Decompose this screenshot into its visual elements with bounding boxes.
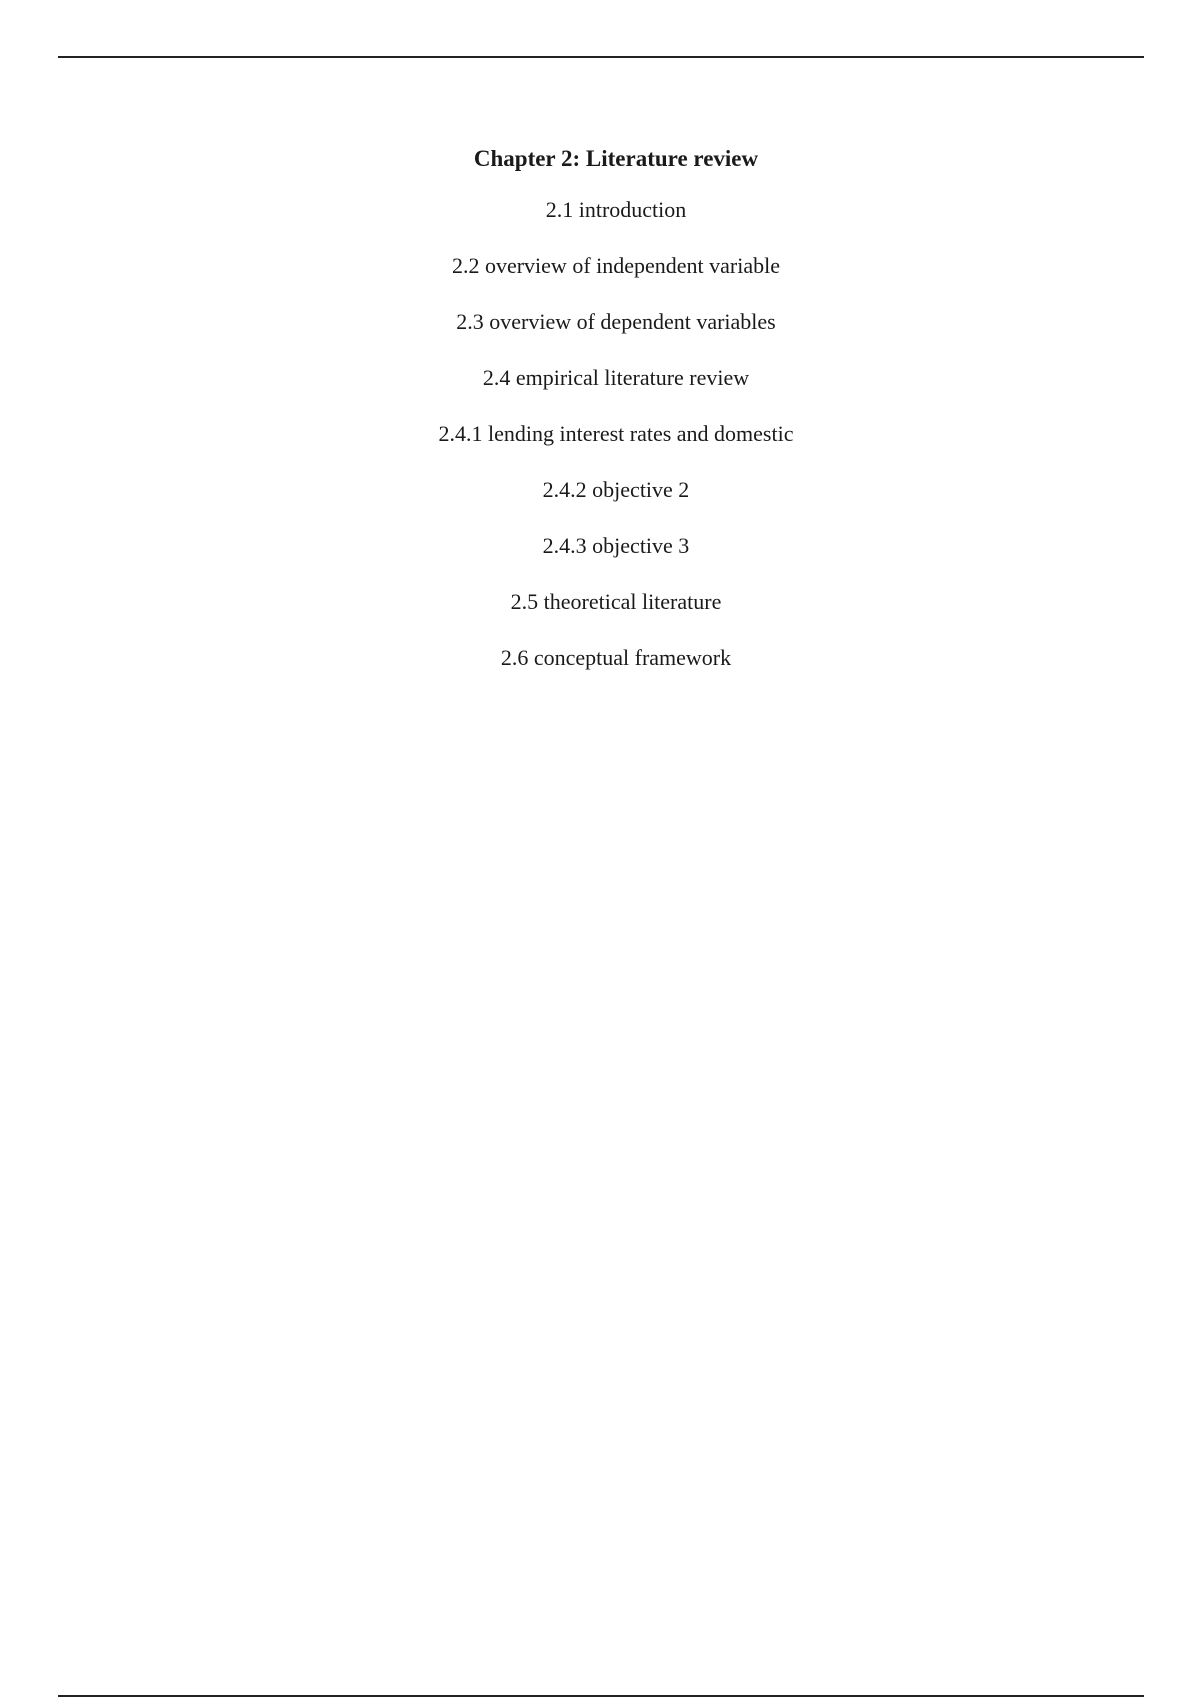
section-heading: 2.6 conceptual framework bbox=[500, 645, 732, 670]
section-heading: 2.2 overview of independent variable bbox=[451, 253, 781, 278]
page-content bbox=[0, 144, 1200, 673]
subsection-heading: 2.4.2 objective 2 bbox=[542, 477, 690, 502]
subsection-heading: 2.4.3 objective 3 bbox=[542, 533, 690, 558]
section-heading: 2.1 introduction bbox=[545, 197, 687, 222]
header-rule bbox=[58, 56, 1144, 58]
section-heading: 2.3 overview of dependent variables bbox=[456, 309, 776, 334]
section-outline bbox=[0, 195, 1200, 673]
section-heading: 2.4 empirical literature review bbox=[482, 365, 750, 390]
chapter-title: Chapter 2: Literature review bbox=[473, 146, 759, 171]
subsection-heading: 2.4.1 lending interest rates and domestic bbox=[438, 421, 794, 446]
section-heading: 2.5 theoretical literature bbox=[510, 589, 722, 614]
footer-rule bbox=[58, 1695, 1144, 1697]
